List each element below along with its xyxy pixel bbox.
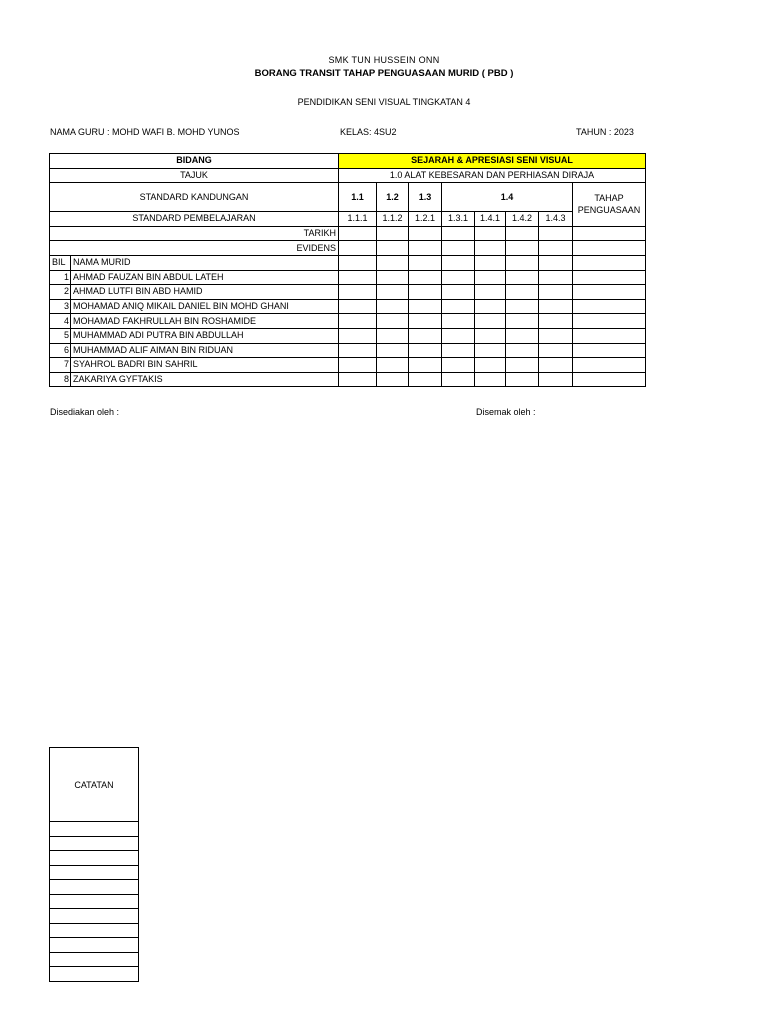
tajuk-row bbox=[50, 168, 646, 183]
notes-line[interactable] bbox=[50, 865, 139, 880]
table-row bbox=[50, 343, 646, 358]
notes-line[interactable] bbox=[50, 938, 139, 953]
student-rows bbox=[50, 270, 646, 387]
cell[interactable] bbox=[442, 226, 475, 241]
cell[interactable] bbox=[475, 328, 506, 343]
sp-value: 1.4.2 bbox=[506, 212, 539, 227]
cell[interactable] bbox=[339, 358, 377, 373]
notes-line[interactable] bbox=[50, 851, 139, 866]
cell[interactable] bbox=[539, 270, 573, 285]
student-name: MOHAMAD FAKHRULLAH BIN ROSHAMIDE bbox=[71, 314, 339, 329]
bidang-value: SEJARAH & APRESIASI SENI VISUAL bbox=[339, 154, 646, 169]
cell[interactable] bbox=[506, 241, 539, 256]
sp-value: 1.1.2 bbox=[377, 212, 409, 227]
table-row bbox=[50, 299, 646, 314]
table-row bbox=[50, 328, 646, 343]
cell[interactable] bbox=[409, 270, 442, 285]
cell[interactable] bbox=[377, 372, 409, 387]
cell[interactable] bbox=[442, 343, 475, 358]
cell[interactable] bbox=[573, 226, 646, 241]
cell[interactable] bbox=[409, 372, 442, 387]
cell[interactable] bbox=[377, 241, 409, 256]
notes-line[interactable] bbox=[50, 836, 139, 851]
cell[interactable] bbox=[339, 343, 377, 358]
cell[interactable] bbox=[539, 299, 573, 314]
student-name: ZAKARIYA GYFTAKIS bbox=[71, 372, 339, 387]
sp-value: 1.4.3 bbox=[539, 212, 573, 227]
table-row bbox=[50, 358, 646, 373]
cell[interactable] bbox=[506, 255, 539, 270]
tajuk-label: TAJUK bbox=[50, 168, 339, 183]
notes-line[interactable] bbox=[50, 923, 139, 938]
cell[interactable] bbox=[539, 241, 573, 256]
sk-value: 1.1 bbox=[339, 183, 377, 212]
cell[interactable] bbox=[339, 285, 377, 300]
cell[interactable] bbox=[506, 285, 539, 300]
sk-value: 1.3 bbox=[409, 183, 442, 212]
assessment-table bbox=[49, 153, 646, 387]
cell[interactable] bbox=[506, 372, 539, 387]
cell[interactable] bbox=[475, 270, 506, 285]
cell[interactable] bbox=[409, 255, 442, 270]
cell[interactable] bbox=[573, 343, 646, 358]
cell[interactable] bbox=[573, 372, 646, 387]
cell[interactable] bbox=[442, 314, 475, 329]
cell[interactable] bbox=[539, 328, 573, 343]
cell[interactable] bbox=[409, 299, 442, 314]
cell[interactable] bbox=[377, 299, 409, 314]
sp-value: 1.1.1 bbox=[339, 212, 377, 227]
class-name: KELAS: 4SU2 bbox=[340, 127, 397, 137]
bidang-row bbox=[50, 154, 646, 169]
cell[interactable] bbox=[339, 314, 377, 329]
form-title: BORANG TRANSIT TAHAP PENGUASAAN MURID ( PBD ) bbox=[254, 68, 514, 79]
school-name: SMK TUN HUSSEIN ONN bbox=[328, 55, 440, 65]
cell[interactable] bbox=[539, 358, 573, 373]
cell[interactable] bbox=[339, 255, 377, 270]
cell[interactable] bbox=[475, 299, 506, 314]
cell[interactable] bbox=[506, 299, 539, 314]
student-no: 6 bbox=[50, 343, 71, 358]
evidens-row bbox=[50, 241, 646, 256]
student-name: AHMAD LUTFI BIN ABD HAMID bbox=[71, 285, 339, 300]
cell[interactable] bbox=[475, 241, 506, 256]
cell[interactable] bbox=[506, 343, 539, 358]
cell[interactable] bbox=[475, 372, 506, 387]
cell[interactable] bbox=[539, 226, 573, 241]
cell[interactable] bbox=[573, 328, 646, 343]
cell[interactable] bbox=[339, 372, 377, 387]
cell[interactable] bbox=[573, 285, 646, 300]
penguasaan-label: PENGUASAAN bbox=[577, 205, 641, 216]
sk-row bbox=[50, 183, 646, 212]
cell[interactable] bbox=[539, 343, 573, 358]
cell[interactable] bbox=[442, 328, 475, 343]
subject-title: PENDIDIKAN SENI VISUAL TINGKATAN 4 bbox=[297, 97, 471, 107]
cell[interactable] bbox=[339, 299, 377, 314]
cell[interactable] bbox=[475, 343, 506, 358]
bil-label: BIL bbox=[50, 255, 71, 270]
notes-table bbox=[49, 747, 139, 982]
student-name: MUHAMMAD ALIF AIMAN BIN RIDUAN bbox=[71, 343, 339, 358]
cell[interactable] bbox=[475, 226, 506, 241]
cell[interactable] bbox=[573, 299, 646, 314]
notes-line[interactable] bbox=[50, 894, 139, 909]
cell[interactable] bbox=[339, 270, 377, 285]
cell[interactable] bbox=[539, 255, 573, 270]
student-name: MOHAMAD ANIQ MIKAIL DANIEL BIN MOHD GHANI bbox=[71, 299, 339, 314]
table-row bbox=[50, 314, 646, 329]
cell[interactable] bbox=[539, 285, 573, 300]
tahap-label: TAHAP bbox=[594, 193, 624, 204]
cell[interactable] bbox=[442, 372, 475, 387]
cell[interactable] bbox=[506, 314, 539, 329]
sp-row bbox=[50, 212, 646, 227]
sk-label: STANDARD KANDUNGAN bbox=[50, 183, 339, 212]
sk-value: 1.2 bbox=[377, 183, 409, 212]
cell[interactable] bbox=[573, 358, 646, 373]
notes-line[interactable] bbox=[50, 822, 139, 837]
cell[interactable] bbox=[442, 299, 475, 314]
notes-line[interactable] bbox=[50, 909, 139, 924]
cell[interactable] bbox=[377, 328, 409, 343]
cell[interactable] bbox=[339, 328, 377, 343]
table-row bbox=[50, 285, 646, 300]
cell[interactable] bbox=[377, 358, 409, 373]
cell[interactable] bbox=[475, 358, 506, 373]
cell[interactable] bbox=[442, 285, 475, 300]
tajuk-value: 1.0 ALAT KEBESARAN DAN PERHIASAN DIRAJA bbox=[339, 168, 646, 183]
student-no: 5 bbox=[50, 328, 71, 343]
sp-label: STANDARD PEMBELAJARAN bbox=[50, 212, 339, 227]
sp-value: 1.4.1 bbox=[475, 212, 506, 227]
cell[interactable] bbox=[409, 241, 442, 256]
cell[interactable] bbox=[475, 314, 506, 329]
checked-by: Disemak oleh : bbox=[476, 407, 536, 417]
table-row bbox=[50, 372, 646, 387]
cell[interactable] bbox=[442, 255, 475, 270]
evidens-label: EVIDENS bbox=[50, 241, 339, 256]
notes-line[interactable] bbox=[50, 880, 139, 895]
cell[interactable] bbox=[475, 255, 506, 270]
student-no: 8 bbox=[50, 372, 71, 387]
student-name: MUHAMMAD ADI PUTRA BIN ABDULLAH bbox=[71, 328, 339, 343]
cell[interactable] bbox=[409, 285, 442, 300]
cell[interactable] bbox=[506, 226, 539, 241]
sp-value: 1.3.1 bbox=[442, 212, 475, 227]
student-no: 3 bbox=[50, 299, 71, 314]
tarikh-row bbox=[50, 226, 646, 241]
student-name: SYAHROL BADRI BIN SAHRIL bbox=[71, 358, 339, 373]
cell[interactable] bbox=[573, 255, 646, 270]
table-row bbox=[50, 270, 646, 285]
cell[interactable] bbox=[339, 241, 377, 256]
notes-line[interactable] bbox=[50, 952, 139, 967]
student-no: 4 bbox=[50, 314, 71, 329]
cell[interactable] bbox=[475, 285, 506, 300]
cell[interactable] bbox=[377, 226, 409, 241]
cell[interactable] bbox=[573, 314, 646, 329]
cell[interactable] bbox=[409, 314, 442, 329]
cell[interactable] bbox=[506, 328, 539, 343]
cell[interactable] bbox=[573, 270, 646, 285]
cell[interactable] bbox=[339, 226, 377, 241]
cell[interactable] bbox=[409, 343, 442, 358]
tarikh-label: TARIKH bbox=[50, 226, 339, 241]
sp-value: 1.2.1 bbox=[409, 212, 442, 227]
cell[interactable] bbox=[377, 343, 409, 358]
student-no: 1 bbox=[50, 270, 71, 285]
year: TAHUN : 2023 bbox=[576, 127, 634, 137]
notes-line[interactable] bbox=[50, 967, 139, 982]
cell[interactable] bbox=[409, 226, 442, 241]
prepared-by: Disediakan oleh : bbox=[50, 407, 120, 417]
cell[interactable] bbox=[506, 270, 539, 285]
cell[interactable] bbox=[409, 328, 442, 343]
sk-value: 1.4 bbox=[442, 183, 573, 212]
cell[interactable] bbox=[409, 358, 442, 373]
cell[interactable] bbox=[442, 358, 475, 373]
student-header-row bbox=[50, 255, 646, 270]
cell[interactable] bbox=[539, 314, 573, 329]
student-no: 2 bbox=[50, 285, 71, 300]
cell[interactable] bbox=[377, 285, 409, 300]
cell[interactable] bbox=[539, 372, 573, 387]
student-name: AHMAD FAUZAN BIN ABDUL LATEH bbox=[71, 270, 339, 285]
cell[interactable] bbox=[377, 314, 409, 329]
nama-label: NAMA MURID bbox=[71, 255, 339, 270]
notes-label: CATATAN bbox=[50, 748, 139, 822]
tahap-penguasaan-header bbox=[573, 183, 646, 227]
cell[interactable] bbox=[573, 241, 646, 256]
cell[interactable] bbox=[442, 241, 475, 256]
cell[interactable] bbox=[506, 358, 539, 373]
bidang-label: BIDANG bbox=[50, 154, 339, 169]
cell[interactable] bbox=[377, 270, 409, 285]
cell[interactable] bbox=[442, 270, 475, 285]
cell[interactable] bbox=[377, 255, 409, 270]
student-no: 7 bbox=[50, 358, 71, 373]
teacher-name: NAMA GURU : MOHD WAFI B. MOHD YUNOS bbox=[50, 127, 240, 137]
